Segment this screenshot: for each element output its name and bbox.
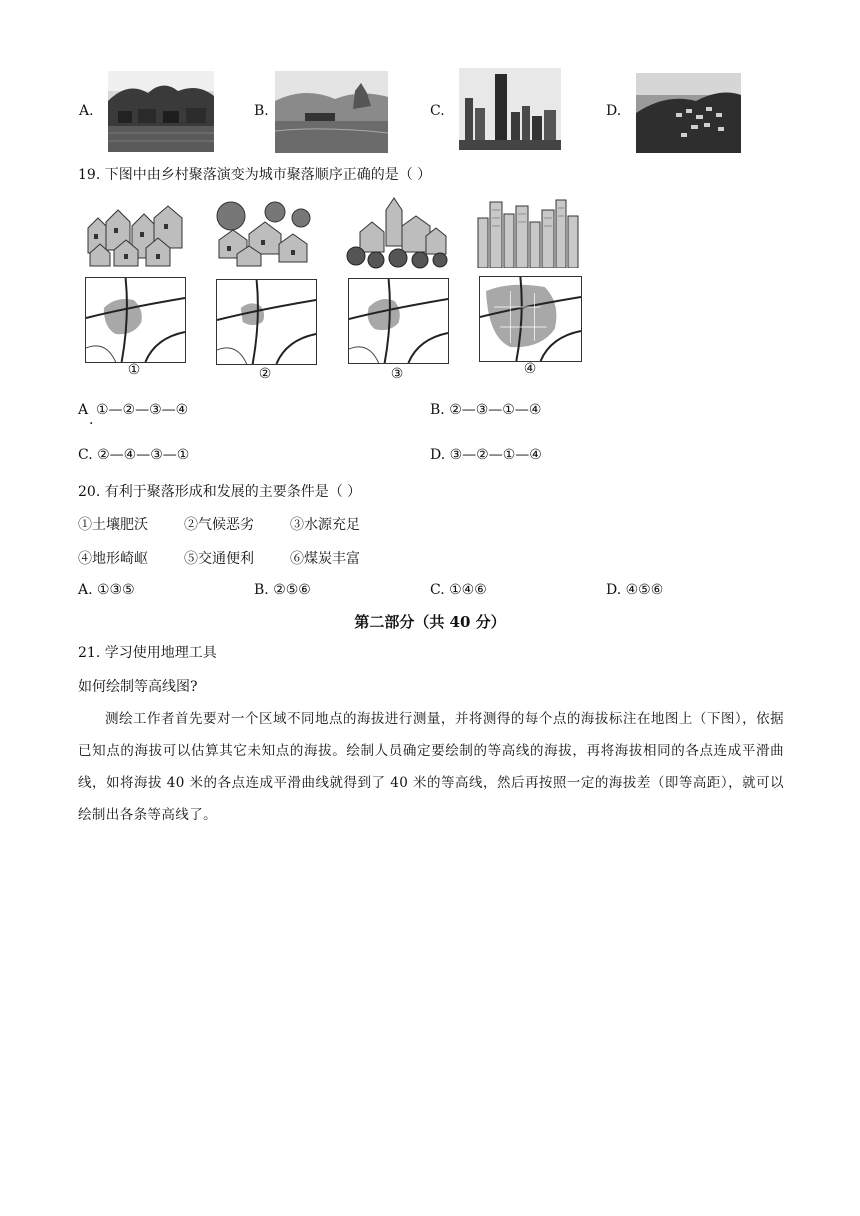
q18-option-d-photo [636,73,741,153]
q18-option-a-label: A. [79,103,94,119]
q20-stem: 20. 有利于聚落形成和发展的主要条件是（ ） [78,484,362,500]
q20-item-6: ⑥煤炭丰富 [290,551,360,567]
q19-sketch-4 [476,196,580,268]
q19-stem: 19. 下图中由乡村聚落演变为城市聚落顺序正确的是（ ） [78,167,432,183]
q19-figure-number-2: ② [258,366,272,382]
q20-option-b: B. ②⑤⑥ [254,582,311,598]
q20-option-a: A. ①③⑤ [78,582,135,598]
q19-sketch-2 [213,200,315,270]
q19-option-d: D. ③—②—①—④ [430,447,542,463]
q20-item-2: ②气候恶劣 [184,517,254,533]
q21-paragraph: 测绘工作者首先要对一个区域不同地点的海拔进行测量，并将测得的每个点的海拔标注在地图上（下图），依据已知点的海拔可以估算其它未知点的海拔。绘制人员确定要绘制的等高线的海拔，再将海拔相同的各点连成平滑曲线，如将海拔 40 米的各点连成平滑曲线就得到了 40 米的等高线，然后再按照一定的海拔差（即等高距），就可以绘制出各条等高线了。 [78,711,784,823]
q20-item-5: ⑤交通便利 [184,551,254,567]
q18-option-b-photo [275,71,388,153]
q20-option-c: C. ①④⑥ [430,582,487,598]
q19-figure-number-4: ④ [523,361,537,377]
q19-sketch-3 [346,196,448,270]
q19-option-a-label: A [78,402,89,418]
q19-map-3 [348,278,449,364]
q20-item-3: ③水源充足 [290,517,360,533]
q18-option-b-label: B. [254,103,269,119]
q18-option-c-label: C. [430,103,445,119]
q19-option-b: B. ②—③—①—④ [430,402,542,418]
q19-option-c: C. ②—④—③—① [78,447,190,463]
part2-title: 第二部分（共 40 分） [354,613,506,631]
q19-figure-number-3: ③ [390,366,404,382]
q20-item-4: ④地形崎岖 [78,551,148,567]
q19-map-2 [216,279,317,365]
q20-item-1: ①土壤肥沃 [78,517,148,533]
q19-figure-number-1: ① [127,362,141,378]
q19-option-a-dot: . [89,412,94,428]
q19-sketch-1 [84,198,186,268]
q21-stem: 21. 学习使用地理工具 [78,645,217,661]
q20-option-d: D. ④⑤⑥ [606,582,664,598]
q19-map-1 [85,277,186,363]
q18-option-a-photo [108,71,214,152]
q18-option-c-photo [459,68,561,150]
q21-subtitle: 如何绘制等高线图? [78,679,198,695]
q19-map-4 [479,276,582,362]
q19-option-a-text: ①—②—③—④ [96,402,189,418]
q18-option-d-label: D. [606,103,622,119]
